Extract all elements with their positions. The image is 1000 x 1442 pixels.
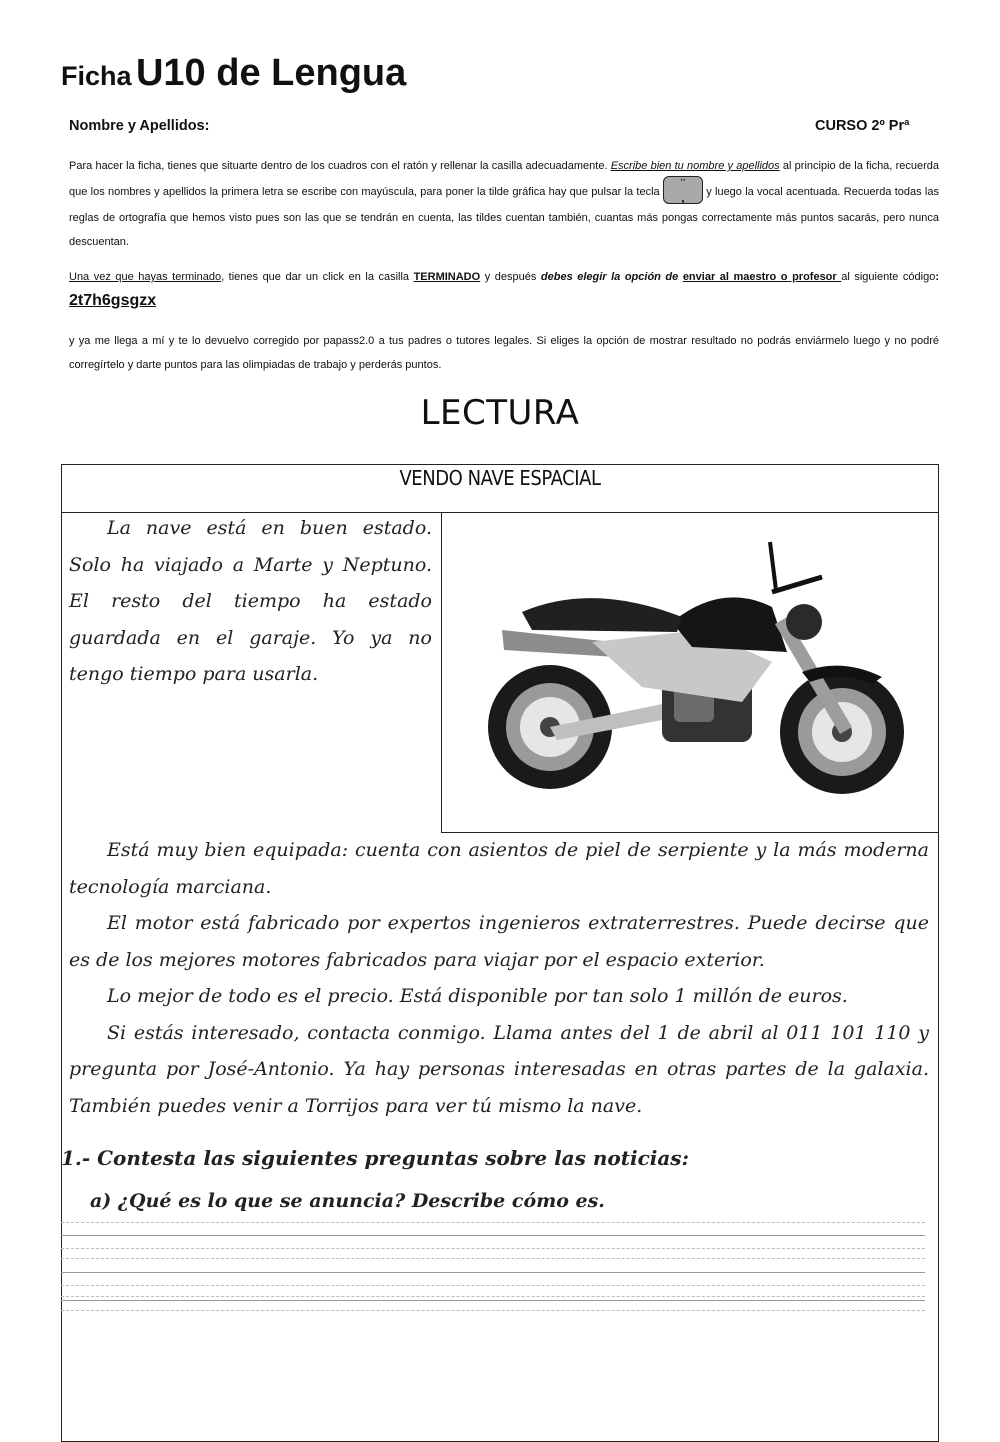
story-body xyxy=(69,832,929,1124)
story-paragraph-5: Si estás interesado, contacta conmigo. Llama antes del 1 de abril al 011 101 110 y pregunta por José-Antonio. Ya hay personas interesadas en otras partes de la galaxia. También puedes venir a Torrijos para ver tú mismo la nave. xyxy=(69,1021,929,1117)
motorcycle-icon xyxy=(442,512,938,832)
story-paragraph-2: Está muy bien equipada: cuenta con asientos de piel de serpiente y la más moderna tecnología marciana. xyxy=(69,839,929,898)
story-paragraph-4: Lo mejor de todo es el precio. Está disponible por tan solo 1 millón de euros. xyxy=(107,985,848,1007)
title-prefix: Ficha xyxy=(61,61,132,91)
motorcycle-image xyxy=(441,512,938,833)
title-main: U10 de Lengua xyxy=(135,52,407,94)
name-label: Nombre y Apellidos: xyxy=(69,118,210,134)
instructions-paragraph-1: Para hacer la ficha, tienes que situarte dentro de los cuadros con el ratón y rellenar la casilla adecuadamente. Escribe bien tu nombre y apellidos al principio de la ficha, recuerda que los nombres y apellidos la primera letra se escribe con mayúscula, para poner la tilde gráfica hay que pulsar la tecla ¨ , y luego la vocal acentuada. Recuerda todas las reglas de ortografía que hemos visto pues son las que se tendrán en cuenta, las tildes cuentan también, cuantas más pongas correctamente más puntos sacarás, pero nunca descuentan. xyxy=(69,160,939,248)
instructions-paragraph-2: Una vez que hayas terminado, tienes que dar un click en la casilla TERMINADO y después debes elegir la opción de enviar al maestro o profesor al siguiente código: 2t7h6gsgzx xyxy=(69,271,939,309)
story-paragraph-3: El motor está fabricado por expertos ingenieros extraterrestres. Puede decirse que es de los mejores motores fabricados para viajar por el espacio exterior. xyxy=(69,912,929,971)
question-1a: a) ¿Qué es lo que se anuncia? Describe cómo es. xyxy=(90,1190,605,1212)
accent-key-icon: ¨ , xyxy=(663,176,703,204)
story-paragraph-1: La nave está en buen estado. Solo ha viajado a Marte y Neptuno. El resto del tiempo ha estado guardada en el garaje. Yo ya no tengo tiempo para usarla. xyxy=(69,517,432,685)
reading-box-title: VENDO NAVE ESPACIAL xyxy=(399,466,601,490)
submission-code: 2t7h6gsgzx xyxy=(69,292,157,309)
question-1: 1.- Contesta las siguientes preguntas sobre las noticias: xyxy=(61,1146,689,1170)
instructions-paragraph-3: y ya me llega a mí y te lo devuelvo corregido por papass2.0 a tus padres o tutores legales. Si eliges la opción de mostrar resultado no podrás enviármelo luego y no podré corregírtelo y darte puntos para las olimpiadas de trabajo y perderás puntos. xyxy=(69,335,939,371)
course-label: CURSO 2º Prª xyxy=(815,118,910,134)
page-title xyxy=(61,52,406,95)
reading-section-title: LECTURA xyxy=(420,393,580,433)
